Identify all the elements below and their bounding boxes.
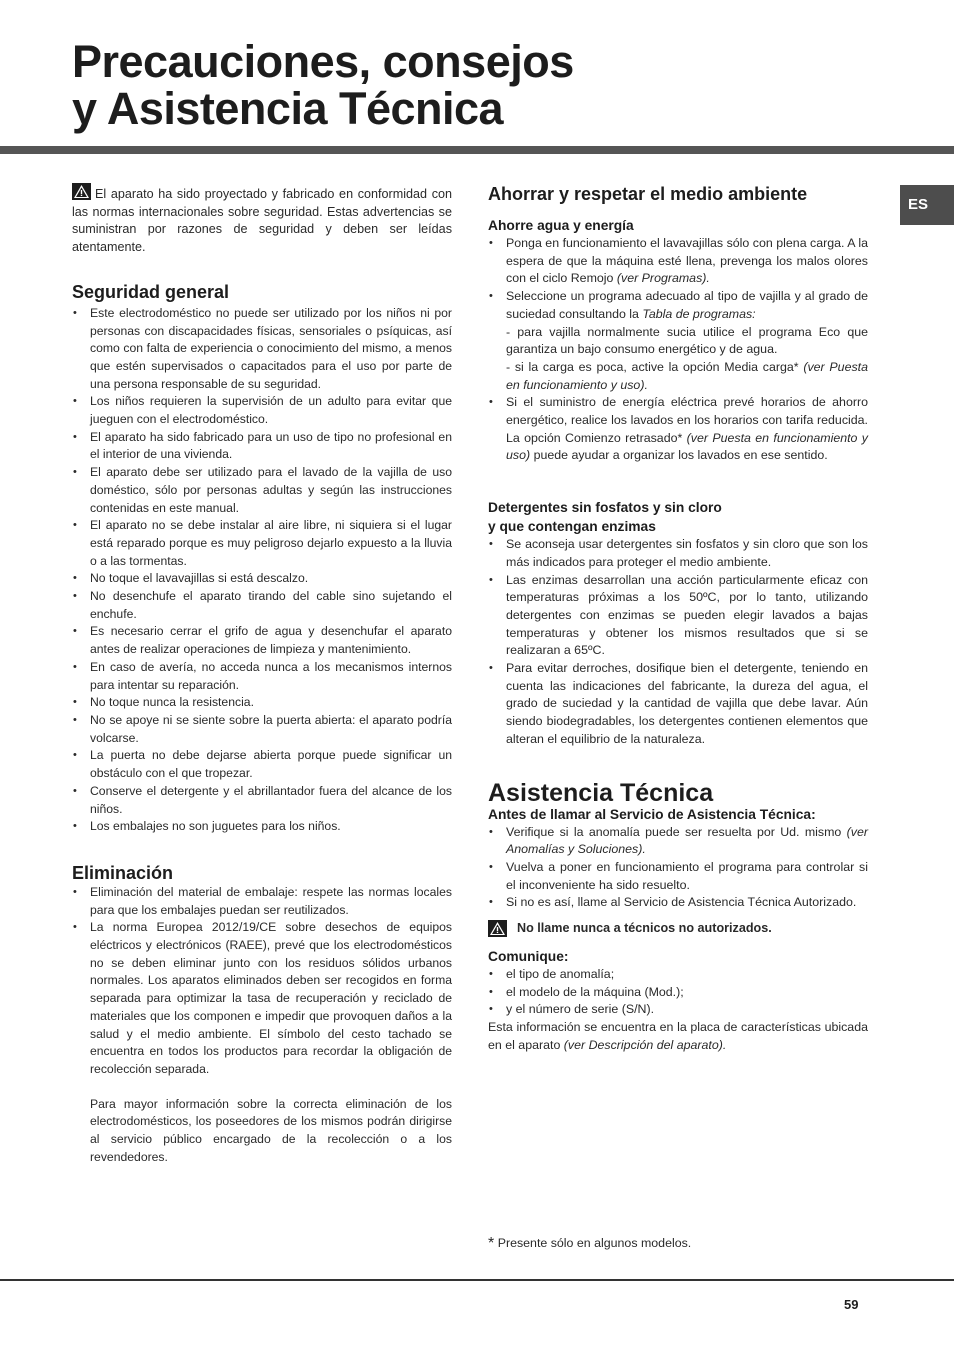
left-column <box>72 183 452 1166</box>
technician-warning <box>488 920 868 938</box>
detergentes-list <box>488 536 868 748</box>
page-title <box>72 38 892 132</box>
list-item: • Si no es así, llame al Servicio de Asistencia Técnica Autorizado. <box>489 895 857 910</box>
asistencia-list <box>488 824 868 913</box>
list-item: • Los niños requieren la supervisión de un adulto para evitar que jueguen con el electrodoméstico. <box>73 394 452 427</box>
language-tab: ES <box>900 185 954 225</box>
asistencia-closing: Esta información se encuentra en la placa de características ubicada en el aparato (ver Descripción del aparato). <box>488 1019 868 1052</box>
section-heading-seguridad: Seguridad general <box>72 281 230 302</box>
list-item: • El aparato debe ser utilizado para el lavado de la vajilla de uso doméstico, sólo por personas adultas y según las instrucciones contenidas en este manual. <box>73 465 452 515</box>
list-item: • Las enzimas desarrollan una acción particularmente eficaz con temperaturas próximas a los 50ºC, por lo tanto, utilizando detergentes con enzimas se pueden elegir lavados a bajas temperaturas y obtener los mismos resultados que si se realizaran a 65ºC. <box>489 572 868 658</box>
subheading-detergentes: Detergentes sin fosfatos y sin cloro y que contengan enzimas <box>488 500 722 535</box>
footnote <box>488 1235 691 1253</box>
list-item: • El aparato ha sido fabricado para un uso de tipo no profesional en el interior de una vivienda. <box>73 429 452 462</box>
intro-text: El aparato ha sido proyectado y fabricado en conformidad con las normas internacionales sobre seguridad. Estas advertencias se suministran por razones de seguridad y deben ser leídas atentamente. <box>72 187 452 255</box>
footnote-mark: * <box>488 1235 495 1252</box>
subheading-antes-de-llamar: Antes de llamar al Servicio de Asistencia Técnica: <box>488 806 816 822</box>
list-item: • No se apoye ni se siente sobre la puerta abierta: el aparato podría volcarse. <box>73 712 452 745</box>
comunique-list <box>488 966 868 1019</box>
list-item: • Ponga en funcionamiento el lavavajillas sólo con plena carga. A la espera de que la máquina esté llena, prevenga los malos olores con el ciclo Remojo (ver Programas). <box>489 236 868 286</box>
subheading-comunique: Comunique: <box>488 948 569 964</box>
intro-paragraph <box>72 183 452 257</box>
list-item: • Seleccione un programa adecuado al tipo de vajilla y al grado de suciedad consultando la Tabla de programas: - para vajilla normalmente sucia utilice el programa Eco que garantiza un bajo consumo energético y de agua. - si la carga es poca, active la opción Media carga* (ver Puesta en funcionamiento y uso). <box>489 289 868 392</box>
list-item: • Vuelva a poner en funcionamiento el programa para controlar si el inconveniente ha sido resuelto. <box>489 859 868 892</box>
section-heading-asistencia: Asistencia Técnica <box>488 778 714 807</box>
page-title-line1: Precauciones, consejos <box>72 36 574 87</box>
right-column <box>488 183 868 1054</box>
list-item: • No desenchufe el aparato tirando del cable sino sujetando el enchufe. <box>73 589 452 621</box>
eliminacion-paragraph: Para mayor información sobre la correcta eliminación de los electrodomésticos, los poseedores de los mismos podrán dirigirse al servicio público encargado de la recolección o a los revendedores. <box>90 1096 452 1164</box>
subheading-ahorre: Ahorre agua y energía <box>488 218 634 233</box>
list-item: • Para evitar derroches, dosifique bien el detergente, teniendo en cuenta las indicaciones del fabricante, la dureza del agua, el grado de suciedad y la cantidad de vajilla que debe lavar. Aún siendo biodegradables, los detergentes contienen elementos que alteran el equilibrio de la naturaleza. <box>489 661 868 746</box>
footnote-text: Presente sólo en algunos modelos. <box>497 1236 692 1250</box>
list-item: • Los embalajes no son juguetes para los niños. <box>73 819 341 834</box>
page-title-line2: y Asistencia Técnica <box>72 83 504 134</box>
list-item: • En caso de avería, no acceda nunca a los mecanismos internos para intentar su reparación. <box>73 659 452 692</box>
list-item: • Si el suministro de energía eléctrica prevé horarios de ahorro energético, realice los lavados en los horarios con tarifa reducida. La opción Comienzo retrasado* (ver Puesta en funcionamiento y uso) puede ayudar a organizar los lavados en ese sentido. <box>489 395 868 463</box>
warning-icon <box>72 183 91 200</box>
bottom-divider <box>0 1279 954 1281</box>
technician-warning-text: No llame nunca a técnicos no autorizados. <box>517 921 772 936</box>
section-heading-eliminacion: Eliminación <box>72 862 174 883</box>
ahorre-list <box>488 235 868 465</box>
section-heading-ahorrar: Ahorrar y respetar el medio ambiente <box>488 184 808 204</box>
list-item: • La norma Europea 2012/19/CE sobre desechos de equipos eléctricos y electrónicos (RAEE), prevé que los electrodomésticos no se deben eliminar junto con los residuos sólidos urbanos normales. Los aparatos eliminados deben ser recogidos en forma separada para optimizar la tasa de recuperación y reciclado de materiales que los componen e impedir que provoquen daños a la salud y el medio ambiente. El símbolo del cesto tachado se encuentra en todos los productos para recordar la obligación de recolección separada. <box>73 920 452 1076</box>
title-divider <box>0 146 954 154</box>
eliminacion-list <box>72 884 452 1079</box>
list-item: • Se aconseja usar detergentes sin fosfatos y sin cloro que son los más indicados para proteger el medio ambiente. <box>489 537 868 569</box>
list-item: • No toque el lavavajillas si está descalzo. <box>73 571 309 586</box>
list-item: • No toque nunca la resistencia. <box>73 695 254 710</box>
list-item: • el tipo de anomalía; <box>489 966 615 981</box>
page-number: 59 <box>844 1297 859 1312</box>
list-item: • La puerta no debe dejarse abierta porque puede significar un obstáculo con el que tropezar. <box>73 748 452 781</box>
list-item: • El aparato no se debe instalar al aire libre, ni siquiera si el lugar está reparado porque es muy peligroso dejarlo expuesto a la lluvia o a las tormentas. <box>73 518 452 568</box>
list-item: • Eliminación del material de embalaje: respete las normas locales para que los embalajes puedan ser reutilizados. <box>73 884 452 917</box>
list-item: • Es necesario cerrar el grifo de agua y desenchufar el aparato antes de realizar operaciones de limpieza y mantenimiento. <box>73 624 452 657</box>
list-item: • Verifique si la anomalía puede ser resuelta por Ud. mismo (ver Anomalías y Soluciones). <box>489 824 869 857</box>
list-item: • Conserve el detergente y el abrillantador fuera del alcance de los niños. <box>73 783 452 816</box>
list-item: • Este electrodoméstico no puede ser utilizado por los niños ni por personas con discapacidades físicas, sensoriales o psíquicas, así como con falta de experiencia o conocimiento del mismo, a menos que estén supervisados o capacitados para el uso por parte de una persona responsable de su seguridad. <box>73 305 452 391</box>
list-item: • el modelo de la máquina (Mod.); <box>489 984 684 999</box>
seguridad-list <box>72 305 452 836</box>
list-item: • y el número de serie (S/N). <box>489 1002 655 1017</box>
warning-icon <box>488 920 507 937</box>
